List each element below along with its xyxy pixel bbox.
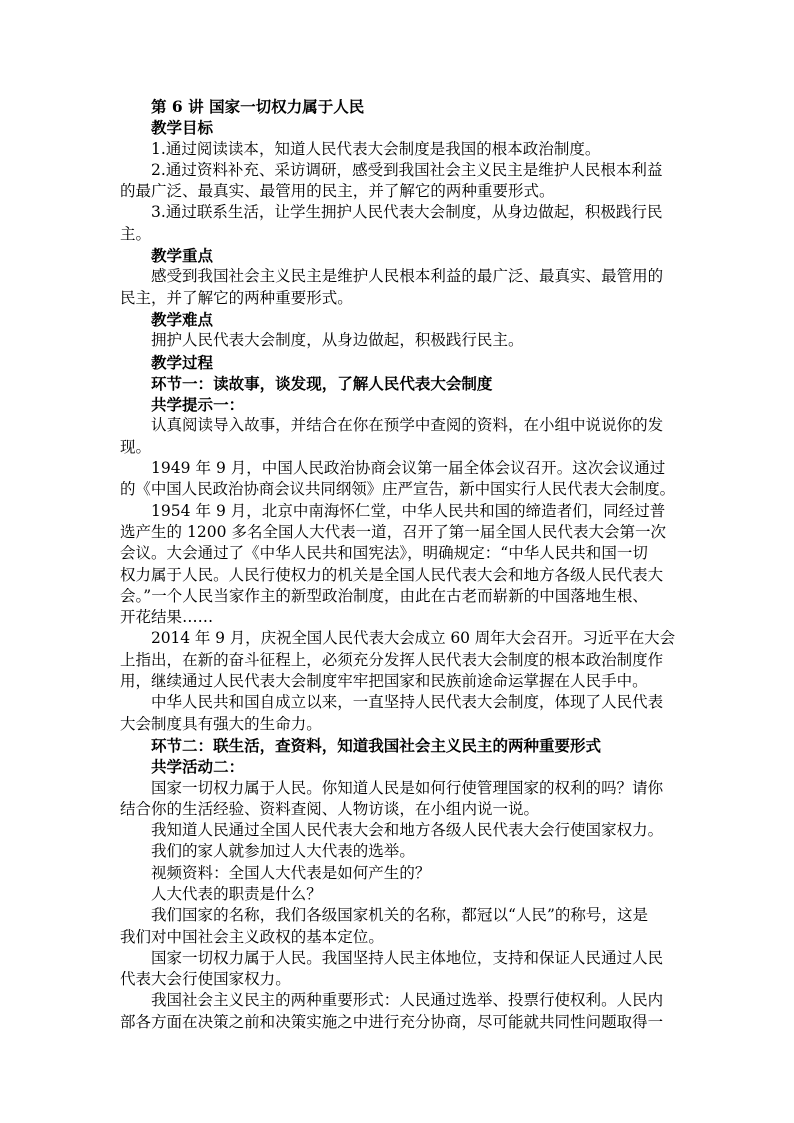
section-heading: 教学难点 [151,309,214,329]
paragraph-line: 我们国家的名称，我们各级国家机关的名称，都冠以“人民”的称号，这是 [151,906,649,925]
paragraph-line: 现。 [120,437,152,456]
paragraph-line: 国家一切权力属于人民。你知道人民是如何行使管理国家的权利的吗？请你 [151,778,664,797]
paragraph-line: 视频资料：全国人大代表是如何产生的？ [151,863,431,882]
paragraph-line: 我国社会主义民主的两种重要形式：人民通过选举、投票行使权利。人民内 [151,991,664,1010]
paragraph-line: 1949 年 9 月，中国人民政治协商会议第一届全体会议召开。这次会议通过 [151,459,666,478]
section-heading: 教学目标 [151,118,214,138]
paragraph-line: 我知道人民通过全国人民代表大会和地方各级人民代表大会行使国家权力。 [151,821,664,840]
paragraph-line: 3.通过联系生活，让学生拥护人民代表大会制度，从身边做起，积极践行民 [151,203,663,222]
paragraph-line: 认真阅读导入故事，并结合在你在预学中查阅的资料，在小组中说说你的发 [151,416,664,435]
paragraph-line: 中华人民共和国自成立以来，一直坚持人民代表大会制度，体现了人民代表 [151,693,664,712]
paragraph-line: 用，继续通过人民代表大会制度牢牢把国家和民族前途命运掌握在人民手中。 [120,672,648,691]
document-page [120,96,675,1033]
paragraph-line: 国家一切权力属于人民。我国坚持人民主体地位，支持和保证人民通过人民 [151,948,664,967]
section-heading: 共学提示一： [151,395,245,415]
paragraph-line: 我们对中国社会主义政权的基本定位。 [120,927,384,946]
paragraph-line: 选产生的 1200 多名全国人大代表一道，召开了第一届全国人民代表大会第一次 [120,522,667,541]
paragraph-line: 拥护人民代表大会制度，从身边做起，积极践行民主。 [151,331,524,350]
paragraph-line: 会议。大会通过了《中华人民共和国宪法》，明确规定：“中华人民共和国一切 [120,544,648,563]
paragraph-line: 结合你的生活经验、资料查阅、人物访谈，在小组内说一说。 [120,799,540,818]
lesson-title: 第 6 讲 国家一切权力属于人民 [151,97,365,116]
section-heading: 教学过程 [151,352,214,372]
paragraph-line: 的《中国人民政治协商会议共同纲领》庄严宣告，新中国实行人民代表大会制度。 [120,480,675,499]
paragraph-line: 主。 [120,224,152,243]
paragraph-line: 2.通过资料补充、采访调研，感受到我国社会主义民主是维护人民根本利益 [151,160,663,179]
paragraph-line: 代表大会行使国家权力。 [120,970,291,989]
paragraph-line: 1954 年 9 月，北京中南海怀仁堂，中华人民共和国的缔造者们，同经过普 [151,501,666,520]
paragraph-line: 感受到我国社会主义民主是维护人民根本利益的最广泛、最真实、最管用的 [151,267,664,286]
paragraph-line: 权力属于人民。人民行使权力的机关是全国人民代表大会和地方各级人民代表大 [120,565,664,584]
paragraph-line: 我们的家人就参加过人大代表的选举。 [151,842,415,861]
section-heading: 环节二：联生活，查资料，知道我国社会主义民主的两种重要形式 [151,735,602,755]
document-body [120,117,675,1033]
paragraph-line: 会。”一个人民当家作主的新型政治制度，由此在古老而崭新的中国落地生根、 [120,586,648,605]
paragraph-line: 大会制度具有强大的生命力。 [120,714,322,733]
section-heading: 共学活动二： [151,757,245,777]
paragraph-line: 民主，并了解它的两种重要形式。 [120,288,353,307]
paragraph-line: 2014 年 9 月，庆祝全国人民代表大会成立 60 周年大会召开。习近平在大会 [151,629,675,648]
paragraph-line: 的最广泛、最真实、最管用的民主，并了解它的两种重要形式。 [120,182,555,201]
section-heading: 教学重点 [151,246,214,266]
paragraph-line: 开花结果…… [120,608,214,627]
paragraph-line: 1.通过阅读读本，知道人民代表大会制度是我国的根本政治制度。 [151,139,601,158]
paragraph-line: 部各方面在决策之前和决策实施之中进行充分协商，尽可能就共同性问题取得一 [120,1012,664,1031]
paragraph-line: 上指出，在新的奋斗征程上，必须充分发挥人民代表大会制度的根本政治制度作 [120,650,664,669]
section-heading: 环节一：读故事，谈发现，了解人民代表大会制度 [151,373,493,393]
paragraph-line: 人大代表的职责是什么？ [151,884,322,903]
